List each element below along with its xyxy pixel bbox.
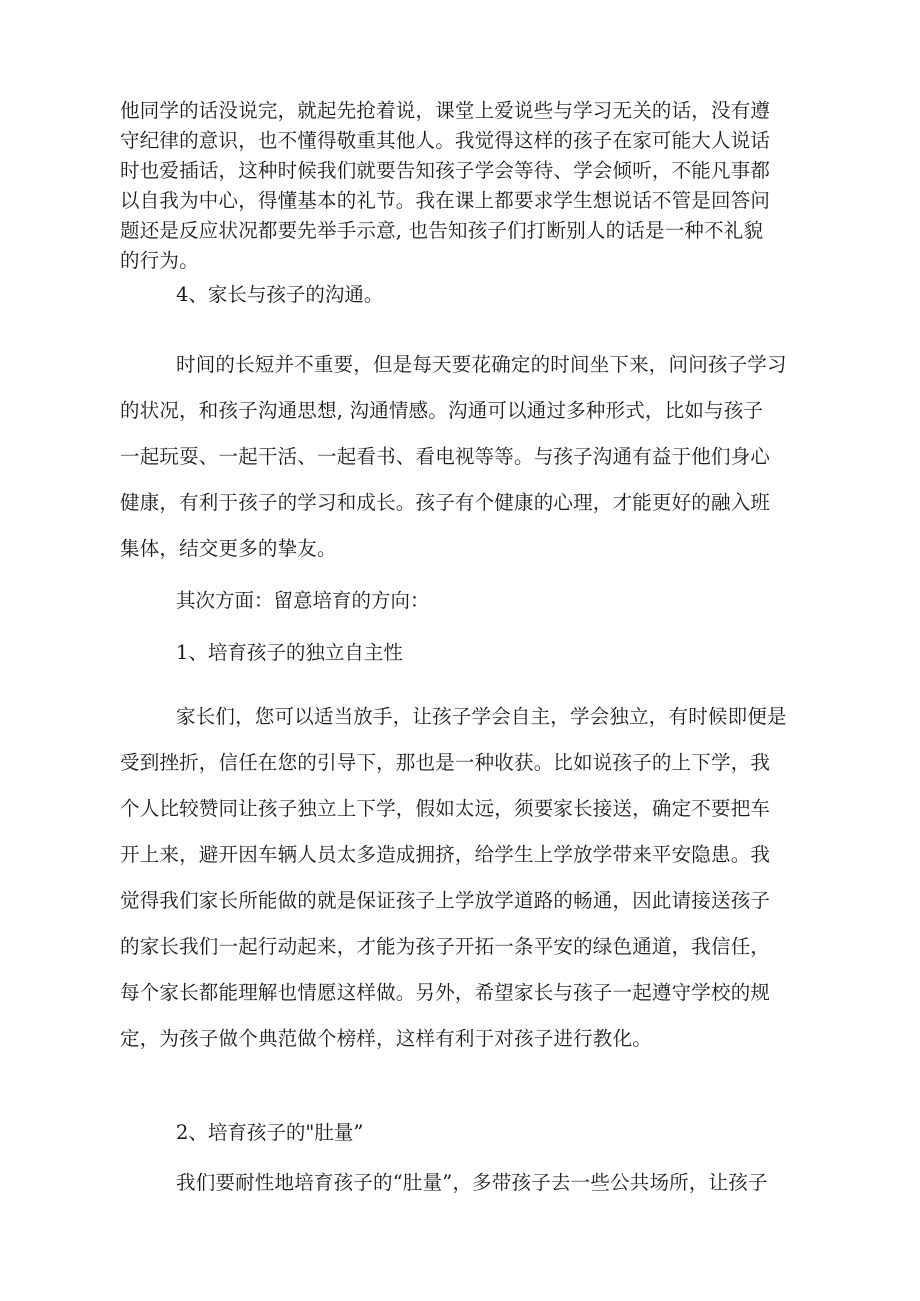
- text-line: 时间的长短并不重要，但是每天要花确定的时间坐下来，问问孩子学习: [176, 353, 787, 376]
- paragraph-communication: [120, 342, 800, 572]
- text-line: 的家长我们一起行动起来，才能为孩子开拓一条平安的绿色通道，我信任，: [120, 935, 771, 958]
- text-line: 家长们，您可以适当放手，让孩子学会自主，学会独立，有时候即便是: [176, 705, 787, 728]
- paragraph-independence: [120, 694, 800, 1062]
- text-line: 定，为孩子做个典范做个榜样，这样有利于对孩子进行教化。: [120, 1027, 652, 1050]
- text-line: 的行为。: [120, 249, 199, 272]
- text-line: 每个家长都能理解也情愿这样做。另外，希望家长与孩子一起遵守学校的规: [120, 981, 771, 1004]
- text-line: 开上来，避开因车辆人员太多造成拥挤，给学生上学放学带来平安隐患。我: [120, 843, 771, 866]
- text-line: 觉得我们家长所能做的就是保证孩子上学放学道路的畅通，因此请接送孩子: [120, 889, 771, 912]
- text-line: 我们要耐性地培育孩子的“肚量”，多带孩子去一些公共场所，让孩子: [176, 1171, 768, 1194]
- paragraph-children-manners: [120, 96, 800, 276]
- text-line: 一起玩耍、一起干活、一起看书、看电视等等。与孩子沟通有益于他们身心: [120, 445, 771, 468]
- text-line: 时也爱插话，这种时候我们就要告知孩子学会等待、学会倾听，不能凡事都: [120, 159, 771, 182]
- section-heading-tolerance: 2、培育孩子的"肚量”: [176, 1121, 364, 1144]
- section-heading-independence: 1、培育孩子的独立自主性: [176, 641, 403, 664]
- section-intro-second-aspect: 其次方面：留意培育的方向：: [176, 589, 430, 612]
- text-line: 以自我为中心，得懂基本的礼节。我在课上都要求学生想说话不管是回答问: [120, 189, 771, 212]
- text-line: 受到挫折，信任在您的引导下，那也是一种收获。比如说孩子的上下学，我: [120, 751, 771, 774]
- text-line: 守纪律的意识，也不懂得敬重其他人。我觉得这样的孩子在家可能大人说话: [120, 129, 771, 152]
- section-heading-communication: 4、家长与孩子的沟通。: [176, 283, 384, 306]
- text-line: 集体，结交更多的挚友。: [120, 537, 337, 560]
- text-line: 题还是反应状况都要先举手示意, 也告知孩子们打断别人的话是一种不礼貌: [120, 219, 764, 242]
- text-line: 健康，有利于孩子的学习和成长。孩子有个健康的心理，才能更好的融入班: [120, 491, 771, 514]
- text-line: 他同学的话没说完，就起先抢着说，课堂上爱说些与学习无关的话，没有遵: [120, 99, 771, 122]
- text-line: 的状况，和孩子沟通思想, 沟通情感。沟通可以通过多种形式，比如与孩子: [120, 399, 764, 422]
- text-line: 个人比较赞同让孩子独立上下学，假如太远，须要家长接送，确定不要把车: [120, 797, 771, 820]
- paragraph-tolerance: [120, 1166, 800, 1200]
